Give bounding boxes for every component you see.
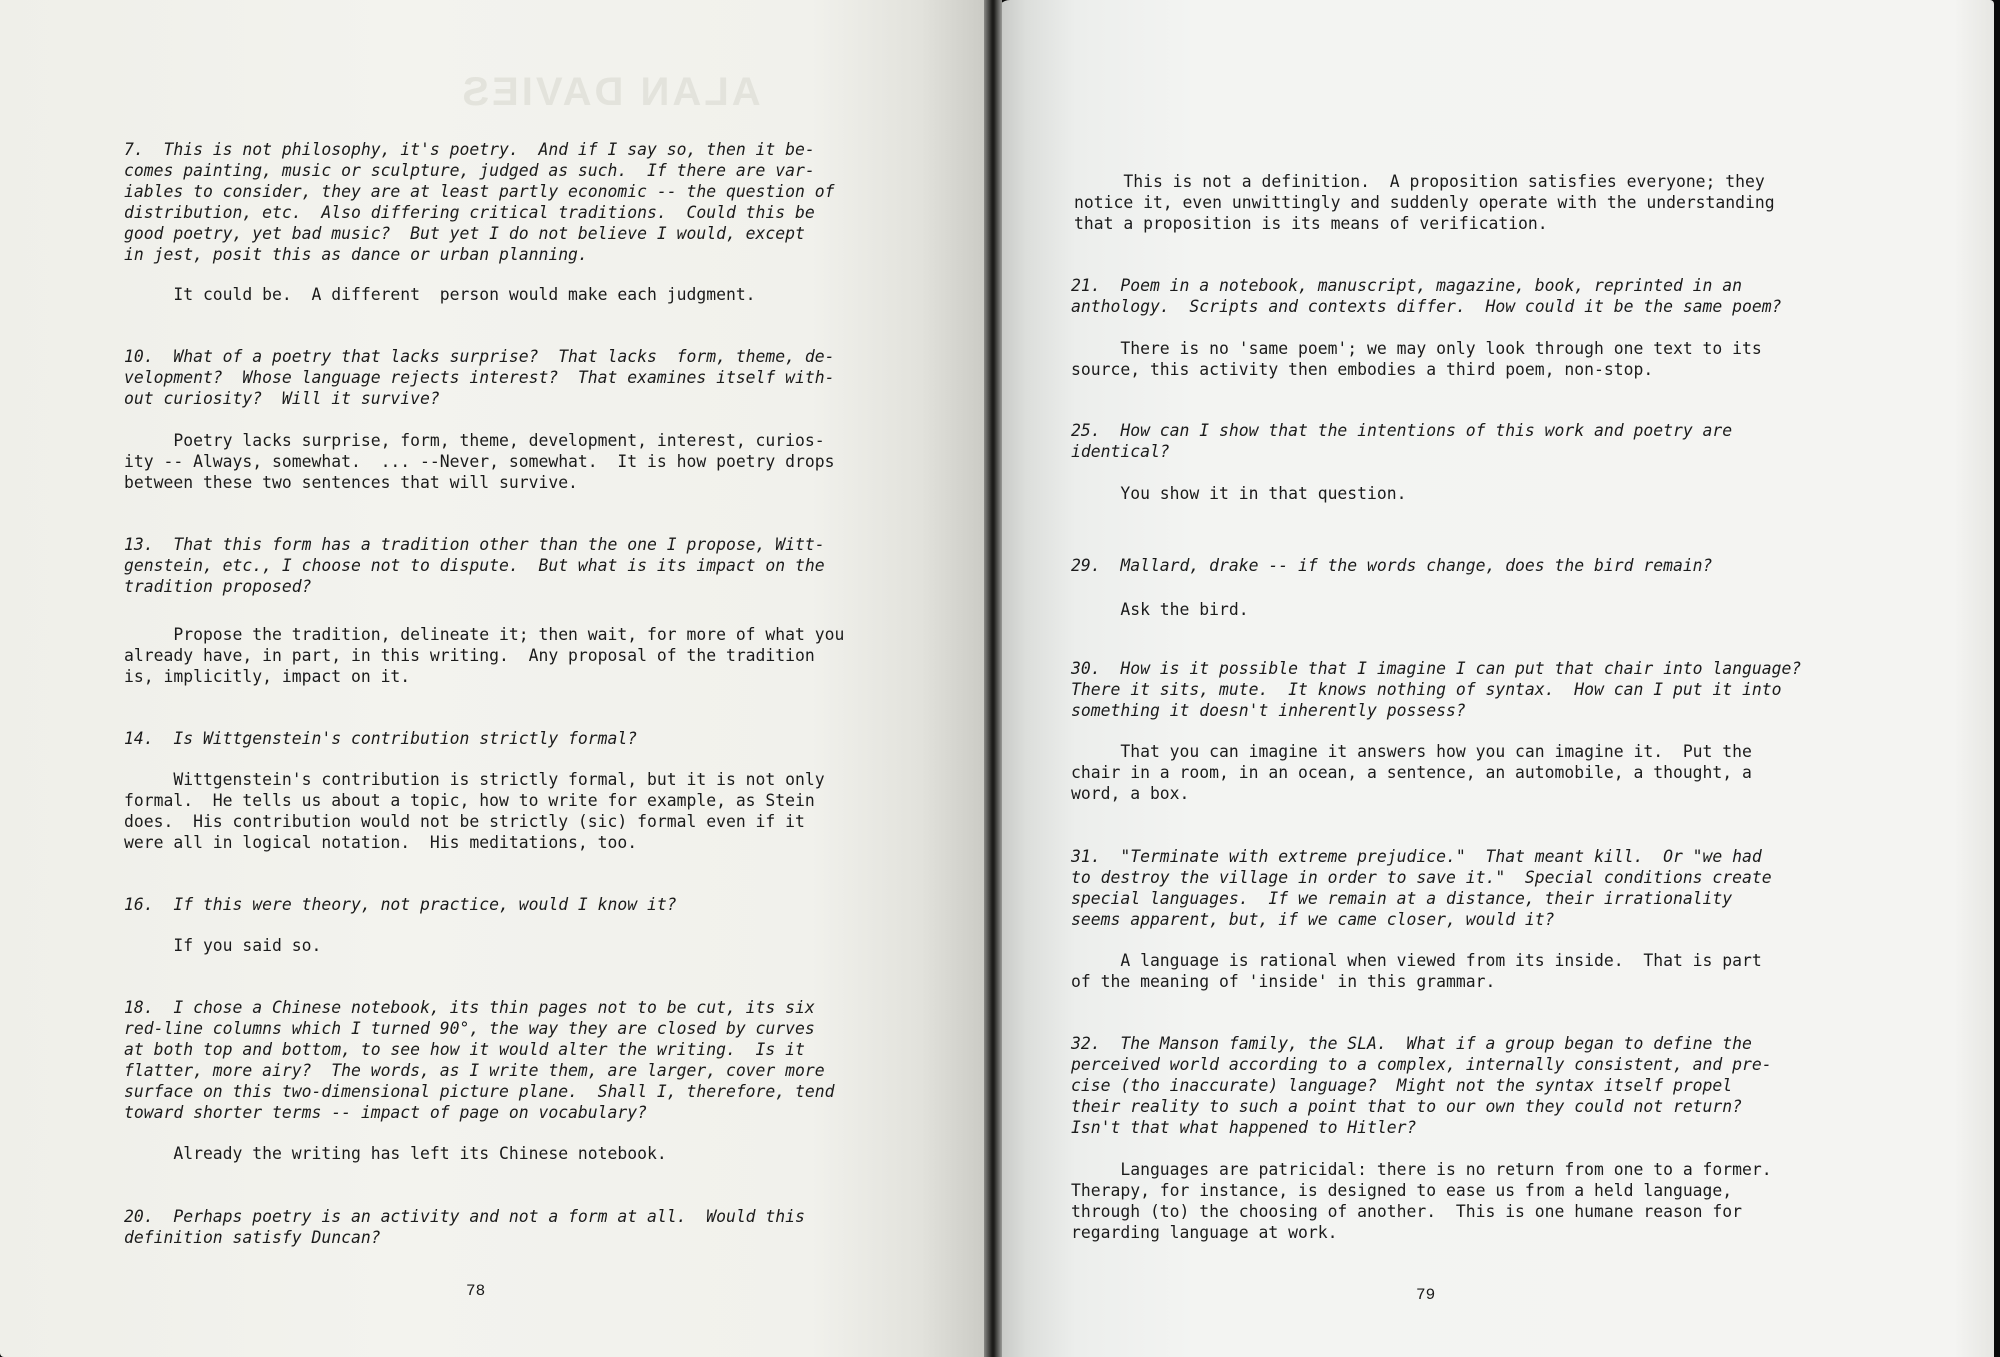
text-line: ity -- Always, somewhat. ... --Never, somewhat. It is how poetry drops — [124, 451, 835, 471]
text-line: anthology. Scripts and contexts differ. How could it be the same poem? — [1071, 296, 1782, 316]
question-20 — [124, 1207, 805, 1249]
answer-13 — [124, 625, 844, 688]
text-line: surface on this two-dimensional picture plane. Shall I, therefore, tend — [124, 1081, 835, 1101]
question-31 — [1071, 847, 1772, 931]
text-line: does. His contribution would not be strictly (sic) formal even if it — [124, 811, 805, 831]
text-line: distribution, etc. Also differing critical traditions. Could this be — [124, 202, 815, 222]
text-line: out curiosity? Will it survive? — [124, 388, 440, 408]
text-line: 30. How is it possible that I imagine I can put that chair into language? — [1071, 659, 1802, 678]
text-line: that a proposition is its means of verification. — [1074, 213, 1548, 233]
text-line: cise (tho inaccurate) language? Might not the syntax itself propel — [1071, 1075, 1733, 1095]
text-line: word, a box. — [1071, 783, 1190, 803]
question-7 — [124, 140, 835, 265]
text-line: to destroy the village in order to save it." Special conditions create — [1071, 867, 1772, 887]
text-line: at both top and bottom, to see how it would alter the writing. Is it — [124, 1039, 805, 1059]
right-page — [996, 0, 1994, 1357]
text-line: 10. What of a poetry that lacks surprise? That lacks form, theme, de- — [124, 347, 835, 366]
text-line: Isn't that what happened to Hitler? — [1071, 1117, 1417, 1137]
text-line: velopment? Whose language rejects interest? That examines itself with- — [124, 367, 835, 387]
text-line: source, this activity then embodies a third poem, non-stop. — [1071, 359, 1654, 379]
text-line: formal. He tells us about a topic, how to write for example, as Stein — [124, 790, 815, 810]
page-number-left: 78 — [466, 1282, 486, 1300]
text-line: perceived world according to a complex, internally consistent, and pre- — [1071, 1054, 1772, 1074]
text-line: 13. That this form has a tradition other than the one I propose, Witt- — [124, 535, 825, 554]
answer-29 — [1071, 600, 1249, 621]
text-line: regarding language at work. — [1071, 1222, 1338, 1242]
text-line: something it doesn't inherently possess? — [1071, 700, 1466, 720]
text-line: This is not a definition. A proposition satisfies everyone; they — [1074, 172, 1765, 191]
text-line: already have, in part, in this writing. Any proposal of the tradition — [124, 645, 815, 665]
text-line: There is no 'same poem'; we may only look through one text to its — [1071, 339, 1762, 358]
text-line: special languages. If we remain at a distance, their irrationality — [1071, 888, 1733, 908]
text-line: tradition proposed? — [124, 576, 312, 596]
book-spine-gutter — [984, 0, 1002, 1357]
question-14 — [124, 729, 637, 750]
text-line: good poetry, yet bad music? But yet I do not believe I would, except — [124, 223, 805, 243]
text-line: Wittgenstein's contribution is strictly formal, but it is not only — [124, 770, 825, 789]
answer-10 — [124, 431, 835, 494]
answer-18 — [124, 1144, 667, 1165]
answer-30 — [1071, 742, 1752, 805]
text-line: Languages are patricidal: there is no return from one to a former. — [1071, 1160, 1772, 1179]
answer-31 — [1071, 951, 1762, 993]
text-line: of the meaning of 'inside' in this grammar. — [1071, 971, 1496, 991]
answer-25 — [1071, 484, 1407, 505]
text-line: through (to) the choosing of another. This is one humane reason for — [1071, 1201, 1743, 1221]
text-line: A language is rational when viewed from its inside. That is part — [1071, 951, 1762, 970]
text-line: identical? — [1071, 441, 1170, 461]
text-line: 14. Is Wittgenstein's contribution strictly formal? — [124, 729, 638, 748]
text-line: You show it in that question. — [1071, 484, 1407, 503]
answer-7 — [124, 285, 756, 306]
text-line: comes painting, music or sculpture, judged as such. If there are var- — [124, 160, 815, 180]
question-13 — [124, 535, 825, 598]
bleed-through-heading: ALAN DAVIES — [459, 70, 761, 114]
text-line: is, implicitly, impact on it. — [124, 666, 411, 686]
text-line: 31. "Terminate with extreme prejudice." That meant kill. Or "we had — [1071, 847, 1762, 866]
text-line: were all in logical notation. His meditations, too. — [124, 832, 638, 852]
text-line: their reality to such a point that to our own they could not return? — [1071, 1096, 1743, 1116]
text-line: 20. Perhaps poetry is an activity and not a form at all. Would this — [124, 1207, 805, 1226]
text-line: toward shorter terms -- impact of page on vocabulary? — [124, 1102, 648, 1122]
question-21 — [1071, 276, 1782, 318]
text-line: notice it, even unwittingly and suddenly operate with the understanding — [1074, 192, 1775, 212]
text-line: 21. Poem in a notebook, manuscript, magazine, book, reprinted in an — [1071, 276, 1743, 295]
text-line: Poetry lacks surprise, form, theme, development, interest, curios- — [124, 431, 825, 450]
text-line: That you can imagine it answers how you can imagine it. Put the — [1071, 742, 1752, 761]
text-line: 25. How can I show that the intentions of this work and poetry are — [1071, 421, 1733, 440]
text-line: in jest, posit this as dance or urban planning. — [124, 244, 588, 264]
page-number-right: 79 — [1416, 1286, 1436, 1304]
question-32 — [1071, 1034, 1772, 1139]
text-line: red-line columns which I turned 90°, the way they are closed by curves — [124, 1018, 815, 1038]
text-line: chair in a room, in an ocean, a sentence, an automobile, a thought, a — [1071, 762, 1752, 782]
text-line: 29. Mallard, drake -- if the words change, does the bird remain? — [1071, 556, 1713, 575]
text-line: seems apparent, but, if we came closer, would it? — [1071, 909, 1555, 929]
text-line: Propose the tradition, delineate it; then wait, for more of what you — [124, 625, 845, 644]
text-line: 32. The Manson family, the SLA. What if a group began to define the — [1071, 1034, 1752, 1053]
text-line: 16. If this were theory, not practice, would I know it? — [124, 895, 677, 914]
answer-14 — [124, 770, 825, 854]
text-line: between these two sentences that will survive. — [124, 472, 578, 492]
text-line: genstein, etc., I choose not to dispute. But what is its impact on the — [124, 555, 825, 575]
text-line: iables to consider, they are at least partly economic -- the question of — [124, 181, 835, 201]
text-line: Ask the bird. — [1071, 600, 1249, 619]
answer-20 — [1074, 172, 1775, 235]
question-29 — [1071, 556, 1712, 577]
question-10 — [124, 347, 835, 410]
text-line: 7. This is not philosophy, it's poetry. And if I say so, then it be- — [124, 140, 815, 159]
question-25 — [1071, 421, 1732, 463]
answer-16 — [124, 936, 321, 957]
text-line: There it sits, mute. It knows nothing of syntax. How can I put it into — [1071, 679, 1782, 699]
text-line: If you said so. — [124, 936, 322, 955]
text-line: Therapy, for instance, is designed to ease us from a held language, — [1071, 1180, 1733, 1200]
question-18 — [124, 998, 835, 1123]
text-line: Already the writing has left its Chinese notebook. — [124, 1144, 667, 1163]
question-16 — [124, 895, 677, 916]
answer-21 — [1071, 339, 1762, 381]
question-30 — [1071, 659, 1801, 722]
answer-32 — [1071, 1160, 1772, 1244]
text-line: flatter, more airy? The words, as I write them, are larger, cover more — [124, 1060, 825, 1080]
text-line: definition satisfy Duncan? — [124, 1227, 381, 1247]
left-page — [0, 0, 990, 1357]
text-line: 18. I chose a Chinese notebook, its thin pages not to be cut, its six — [124, 998, 815, 1017]
text-line: It could be. A different person would make each judgment. — [124, 285, 756, 304]
